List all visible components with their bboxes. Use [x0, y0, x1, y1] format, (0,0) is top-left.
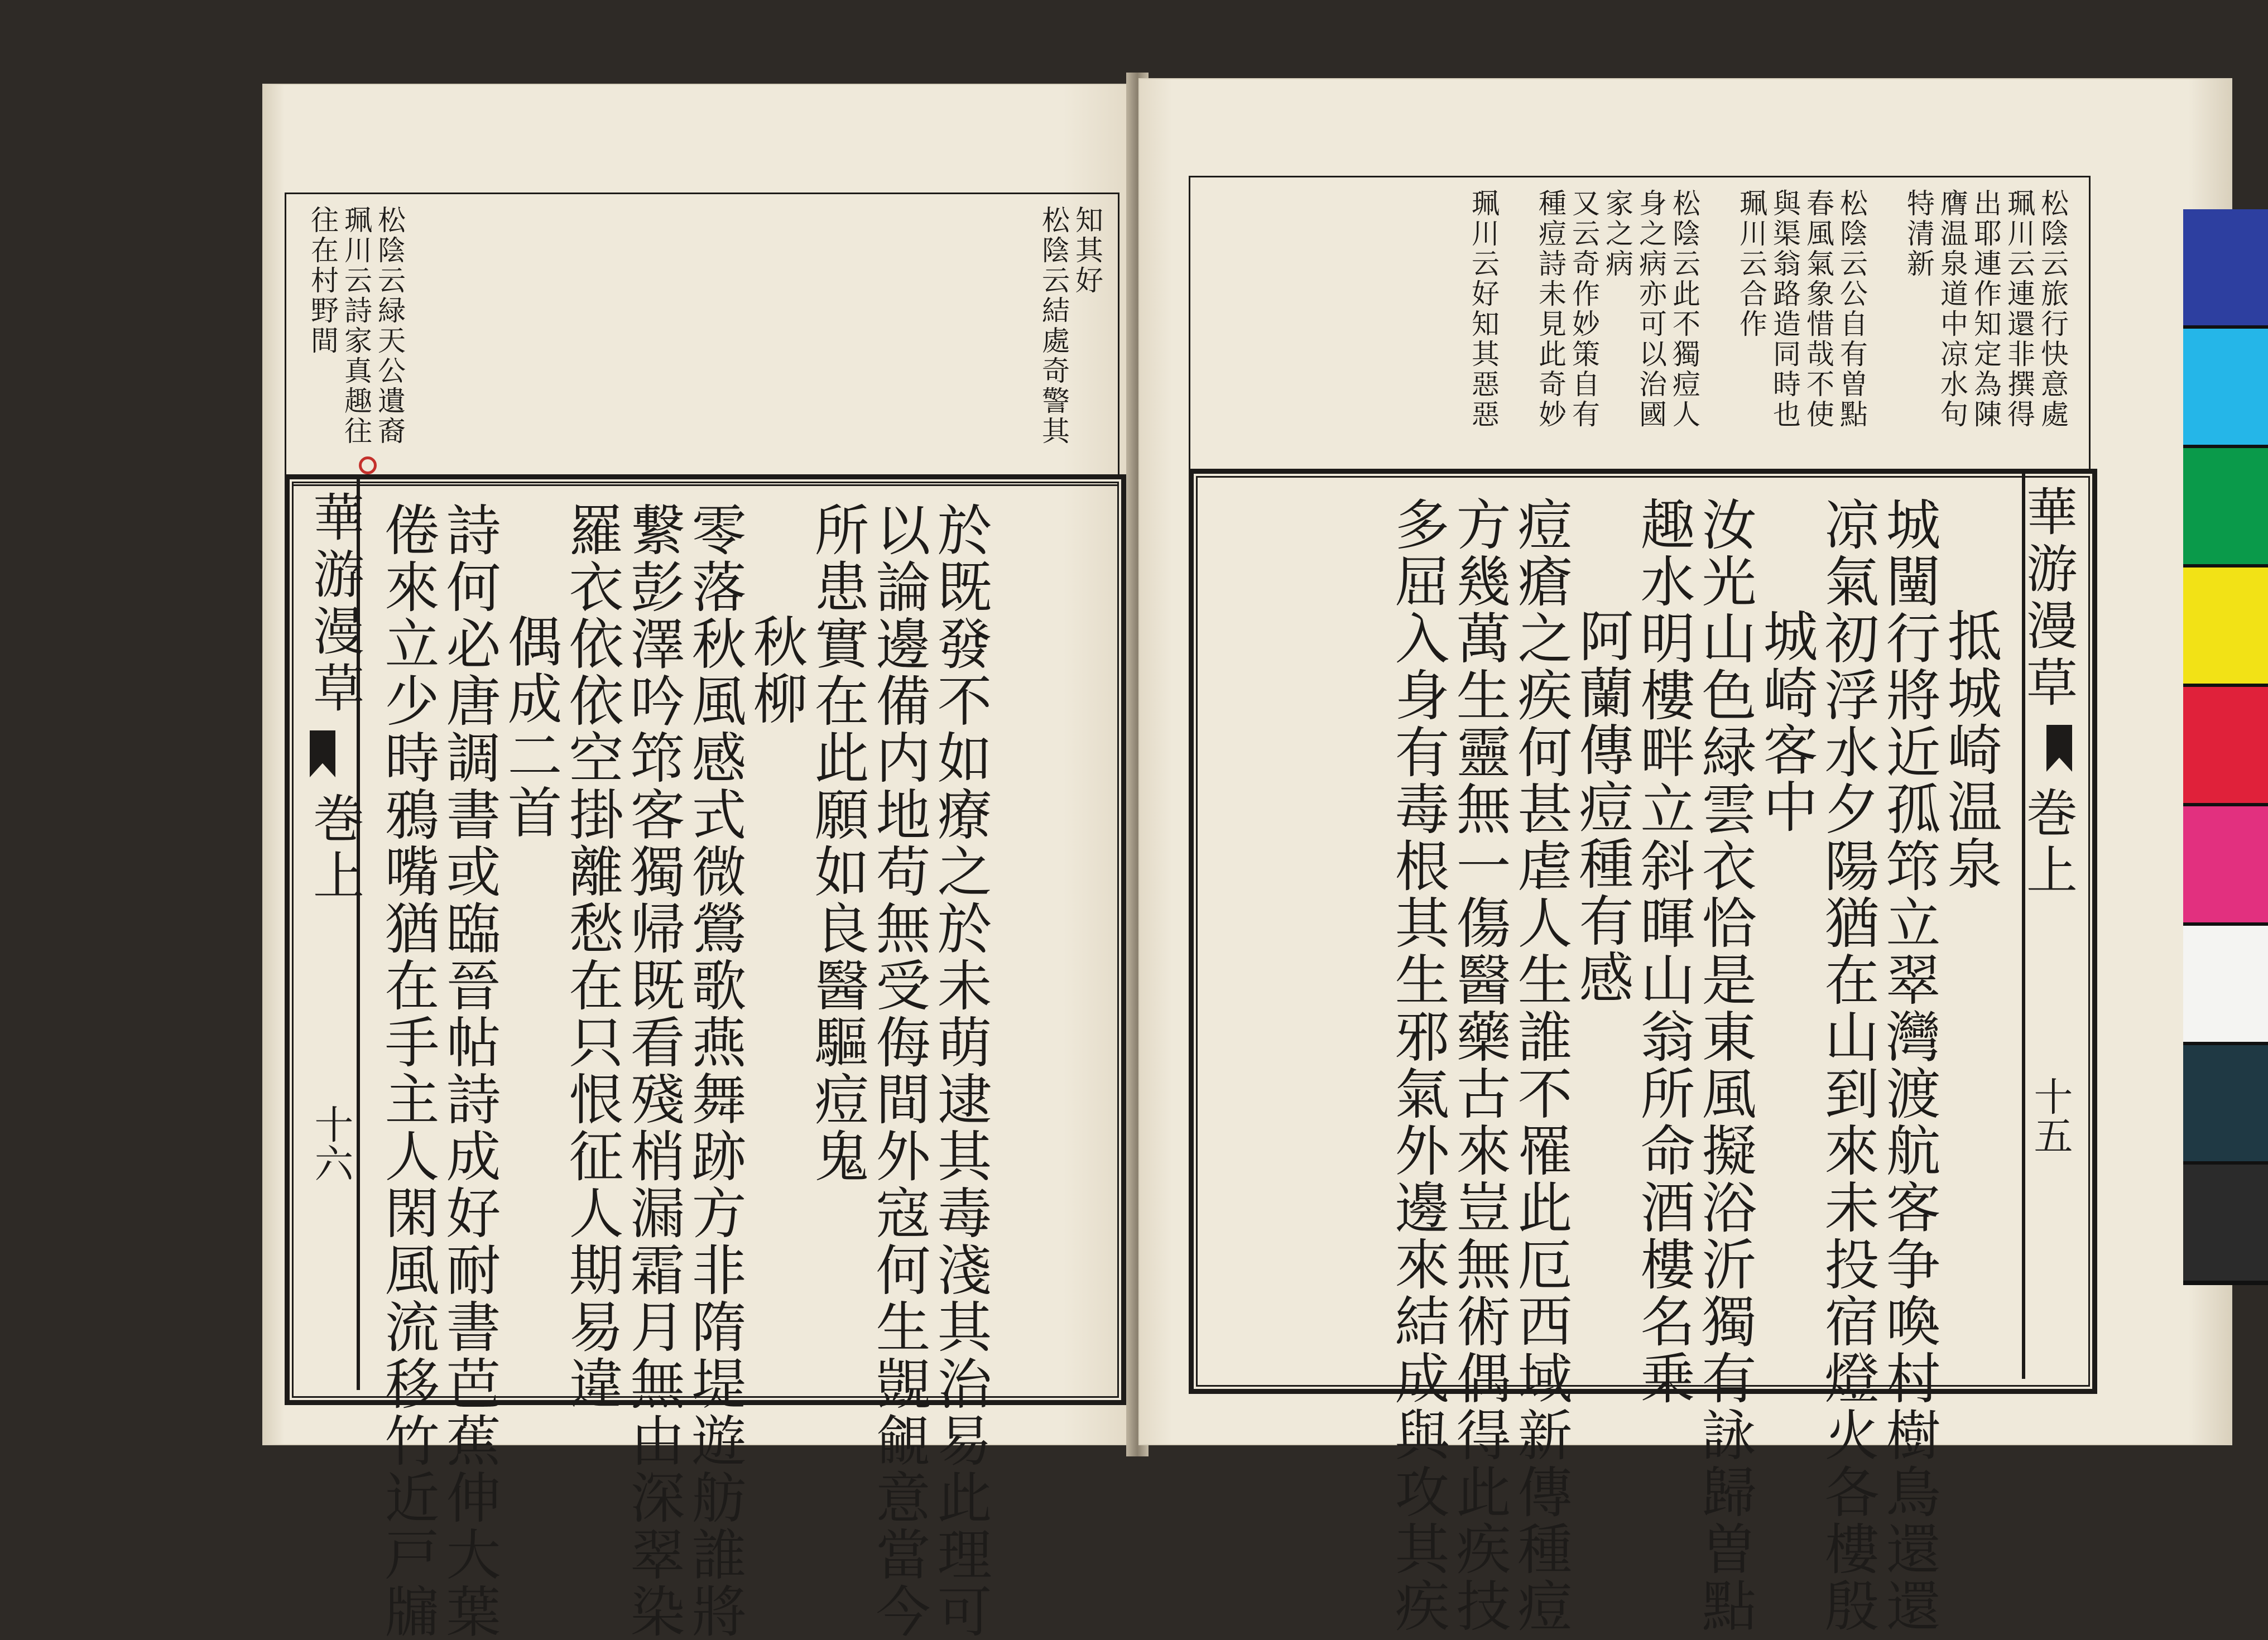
right-headnote-6: 春風氣象惜哉不使: [1802, 189, 1834, 430]
left-side-title: 華游漫草: [305, 490, 364, 718]
left-col-4: 零落秋風感式微鶯歌燕舞跡方非隋堤遊舫誰將: [683, 502, 746, 1640]
right-headnote-7: 與渠翁路造同時也: [1769, 189, 1801, 430]
left-headnote-box: [285, 193, 1119, 486]
right-headnote-3: 膺温泉道中凉水句: [1936, 189, 1968, 430]
left-side-volume: 巻上: [305, 792, 364, 906]
left-page: [262, 84, 1133, 1640]
left-col-7: 偶成二首: [498, 613, 562, 841]
color-swatch-yellow: [2183, 567, 2268, 684]
left-col-3: 秋柳: [744, 613, 808, 727]
color-swatch-blue: [2183, 209, 2268, 325]
left-headnote-0: 知其好: [1071, 205, 1103, 296]
left-fish-tail-mark: [310, 730, 335, 777]
right-headnote-13: 種痘詩未見此奇妙: [1534, 189, 1567, 430]
right-folio: 十五: [2027, 1076, 2073, 1155]
right-col-5: 趣水明樓畔立斜暉山翁所命酒樓名乗: [1631, 496, 1695, 1407]
left-col-6: 羅衣依依空掛離愁在只恨征人期易違: [560, 502, 623, 1412]
color-swatch-cyan: [2183, 329, 2268, 445]
right-headnote-5: 松陰云公自有曽點: [1835, 189, 1868, 430]
right-headnote-1: 珮川云連還非撰得: [2003, 189, 2035, 430]
right-col-9: 多屈入身有毒根其生邪氣外邊來結成與攻其疾: [1386, 496, 1449, 1634]
right-headnote-12: 又云奇作妙策自有: [1568, 189, 1600, 430]
color-swatch-black: [2183, 1165, 2268, 1281]
left-col-5: 繋彭澤吟筇客獨帰既看殘梢漏霜月無由深翠染: [621, 502, 685, 1640]
right-headnote-9: 松陰云此不獨痘人: [1668, 189, 1700, 430]
color-swatch-green: [2183, 448, 2268, 564]
right-headnote-0: 松陰云旅行快意處: [2036, 189, 2069, 430]
left-col-0: 於既發不如療之於未萌逮其毒淺其治易此理可: [928, 502, 992, 1640]
right-side-title: 華游漫草: [2018, 485, 2078, 713]
right-headnote-2: 出耶連作知定為陳: [1969, 189, 2002, 430]
left-text-frame: [285, 474, 1126, 1640]
right-headnote-box: [1189, 176, 2091, 475]
right-col-6: 阿蘭傳痘種有感: [1570, 608, 1633, 1006]
right-col-1: 城闉行將近孤筇立翠灣渡航客争喚村樹鳥還還: [1877, 496, 1940, 1634]
color-swatch-magenta: [2183, 806, 2268, 922]
right-headnote-4: 特清新: [1902, 189, 1935, 279]
right-side-volume: 巻上: [2018, 786, 2078, 900]
color-swatch-white: [2183, 926, 2268, 1042]
red-circle-mark: [359, 456, 377, 474]
left-headnote-1: 松陰云結處奇警其: [1037, 205, 1070, 446]
right-headnote-11: 家之病: [1601, 189, 1633, 279]
left-col-9: 倦來立少時鴉嘴猶在手主人閑風流移竹近戸牖: [376, 502, 439, 1640]
left-headnote-3: 珮川云詩家真趣往: [340, 205, 372, 446]
left-col-2: 所患實在此願如良醫驅痘鬼: [805, 502, 869, 1185]
color-swatch-red: [2183, 687, 2268, 803]
left-headnote-4: 往在村野間: [306, 205, 339, 356]
right-fish-tail-mark: [2046, 725, 2072, 772]
right-col-7: 痘瘡之疾何甚虐人生誰不罹此厄西域新傳種痘: [1508, 496, 1572, 1634]
color-swatch-darkteal: [2183, 1045, 2268, 1161]
right-col-8: 方幾萬生靈無一傷醫藥古來豈無術偶得此疾技: [1447, 496, 1511, 1634]
left-col-8: 詩何必唐調書或臨晉帖詩成好耐書芭蕉伸大葉: [437, 502, 501, 1640]
left-folio: 十六: [308, 1104, 354, 1182]
right-headnote-10: 身之病亦可以治國: [1635, 189, 1667, 430]
right-text-frame: [1189, 469, 2097, 1634]
right-col-0: 抵城崎温泉: [1938, 608, 2002, 892]
right-col-2: 凉氣初浮水夕陽猶在山到來未投宿燈火各樓殷: [1815, 496, 1879, 1634]
right-col-4: 汝光山色緑雲衣恰是東風擬浴沂獨有詠歸曽點: [1693, 496, 1756, 1634]
right-col-3: 城崎客中: [1754, 608, 1818, 835]
open-book: [262, 73, 2255, 1640]
right-page: [1138, 78, 2232, 1634]
color-calibration-chart: [2183, 209, 2268, 1285]
right-headnote-14: 珮川云好知其惡惡: [1467, 189, 1500, 430]
left-col-1: 以論邊備内地苟無受侮間外寇何生覬覦意當今: [867, 502, 930, 1640]
right-headnote-8: 珮川云合作: [1735, 189, 1767, 339]
left-headnote-2: 松陰云緑天公遺裔: [373, 205, 406, 446]
